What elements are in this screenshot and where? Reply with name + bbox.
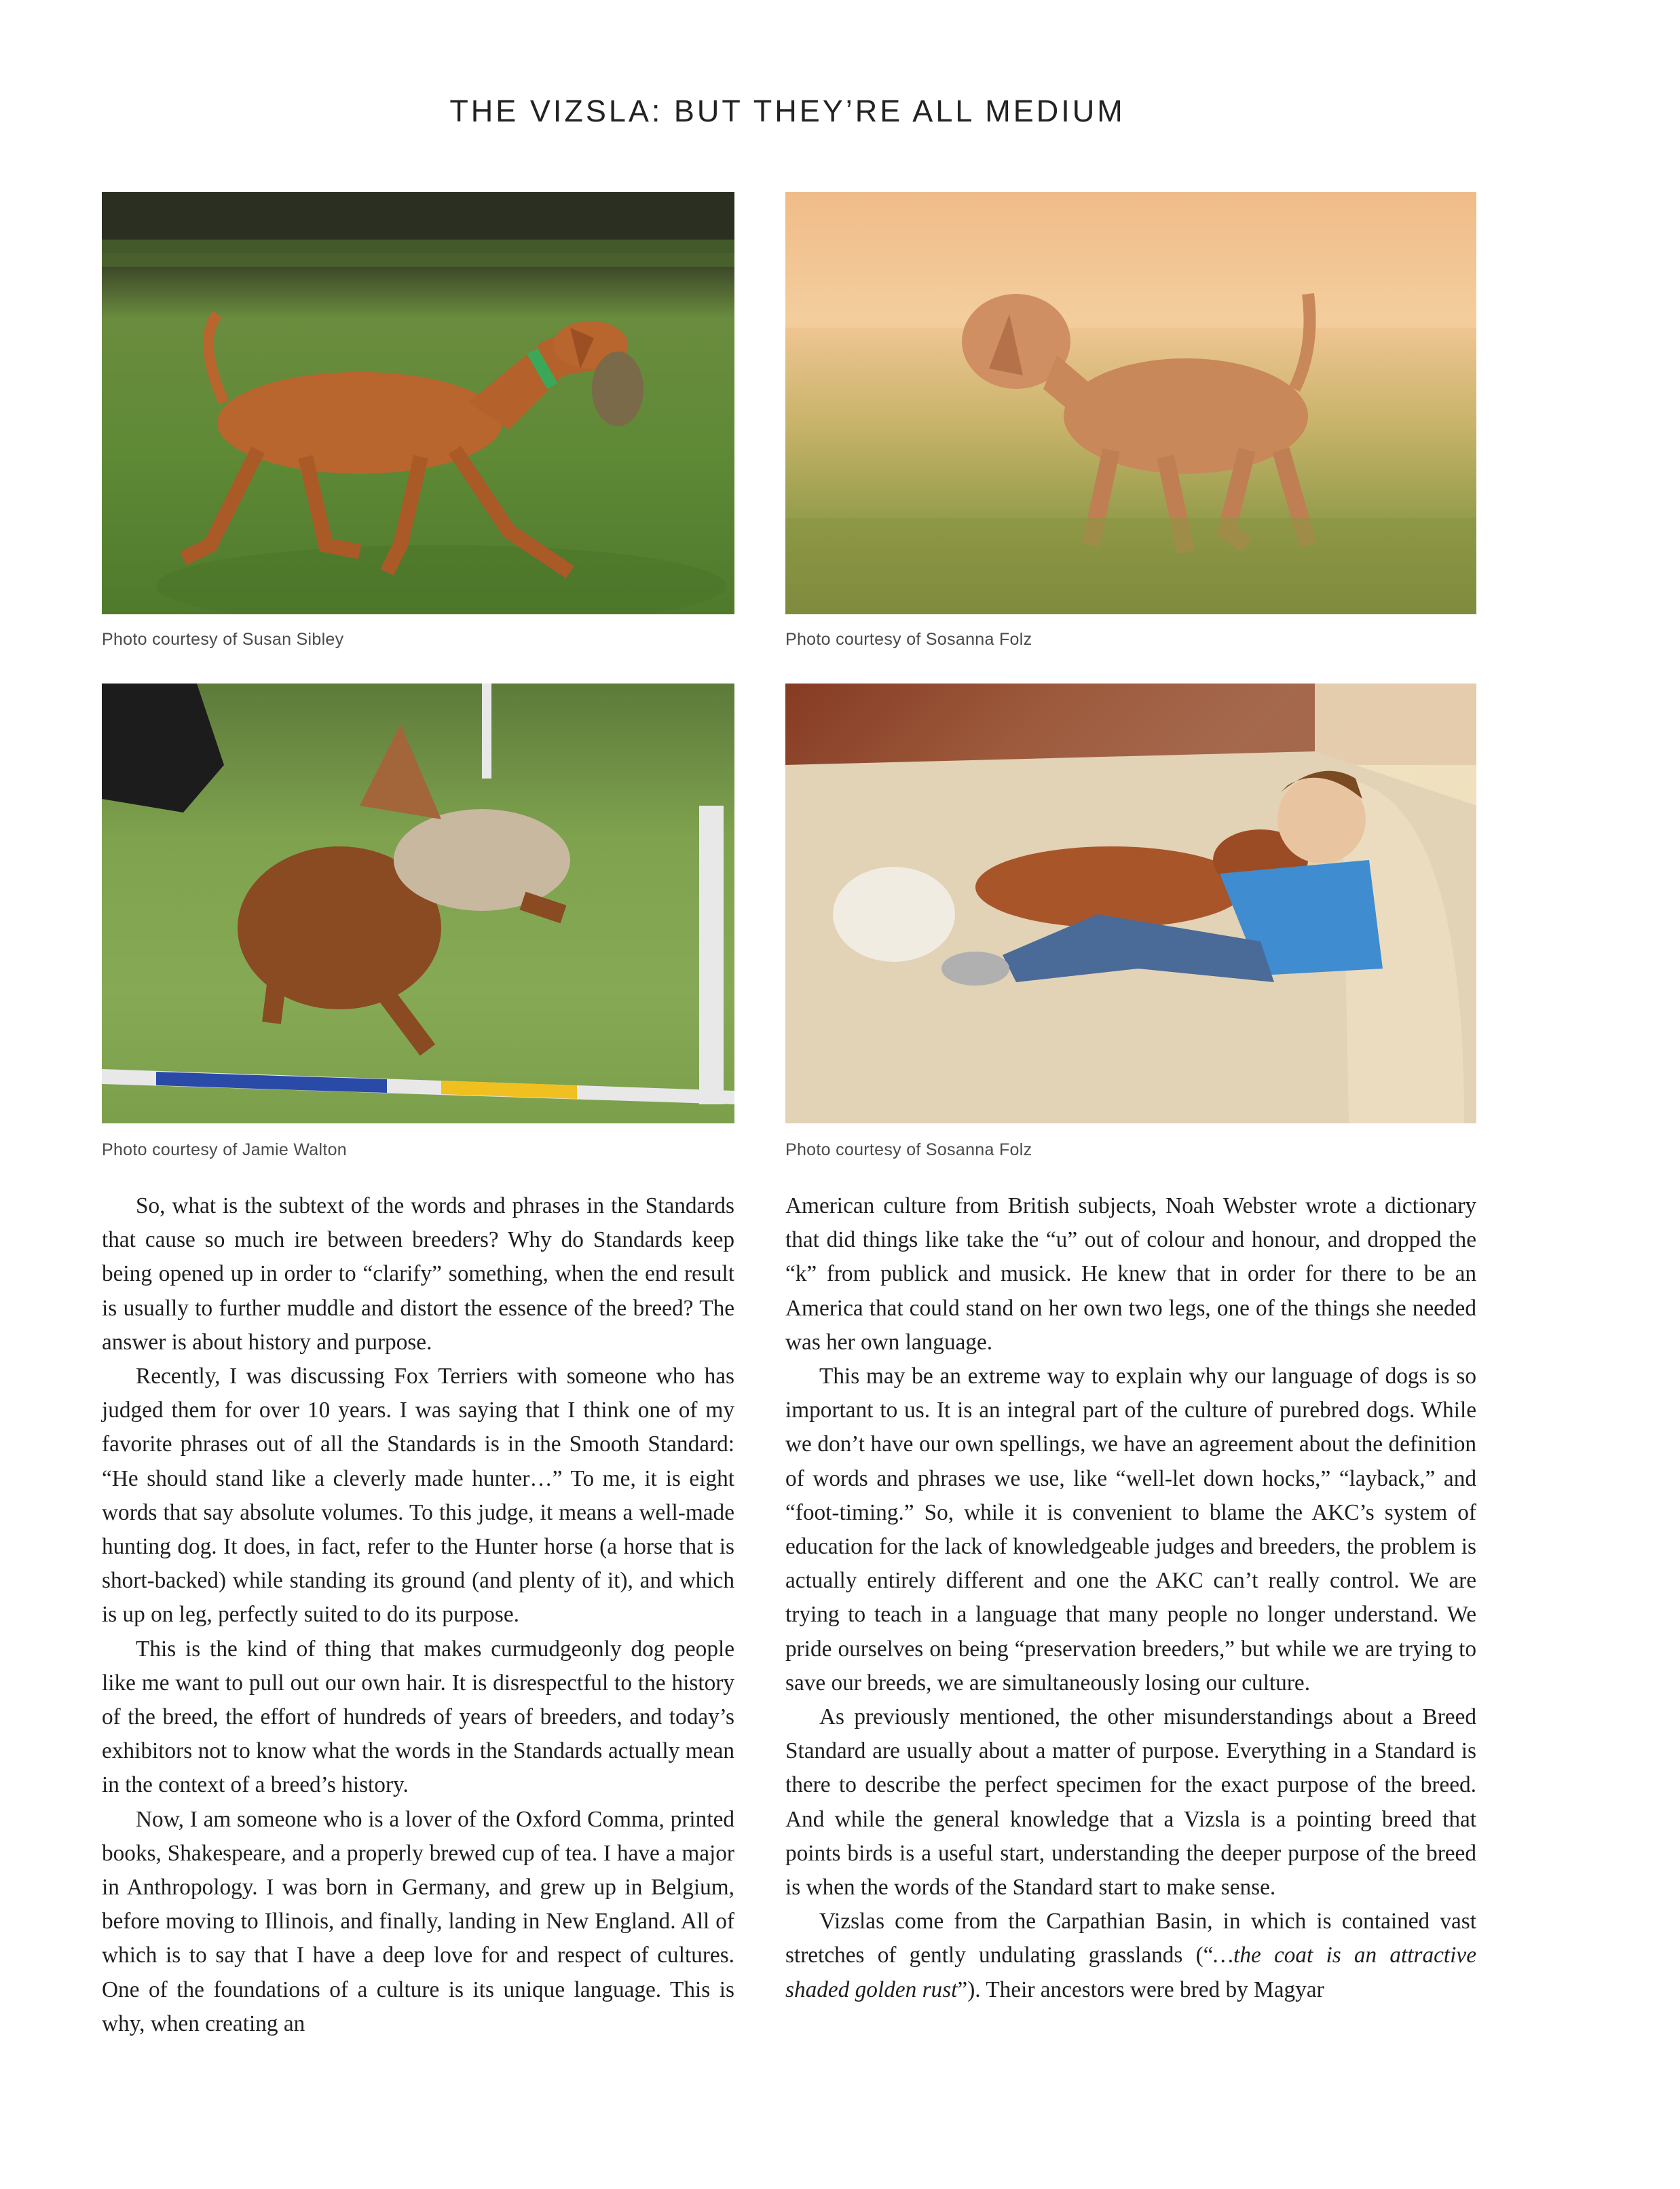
article-paragraph: Now, I am someone who is a lover of the Oxford Comma, printed books, Shakespeare, and a properly brewed cup of tea. I have a major in Anthropology. I was born in Germany, and grew up in Belgium, before moving to Illinois, and finally, landing in New England. All of which is to say that I have a deep love for and respect of cultures. One of the foundations of a culture is its unique language. This is why, when creating an: [102, 1806, 734, 2036]
article-column-right: [785, 1189, 1476, 2007]
page-title: THE VIZSLA: BUT THEY’RE ALL MEDIUM: [449, 94, 1125, 128]
photo-caption: Photo courtesy of Jamie Walton: [102, 1140, 348, 1159]
agility-jump-illustration: [102, 684, 734, 1123]
quoted-standard-text: …the coat is an attractive shaded golden rust: [785, 1943, 1476, 2002]
photo-puppy-in-field: [785, 192, 1476, 614]
article-paragraph: So, what is the subtext of the words and phrases in the Standards that cause so much ire between breeders? Why do Standards keep being opened up in order to “clarify” something, when the end result is usually to further muddle and distort the essence of the breed? The answer is about history and purpose.: [102, 1193, 734, 1355]
paragraph-text: ”). Their ancestors were bred by Magyar: [957, 1977, 1324, 2002]
photo-child-on-sofa-with-dog: [785, 684, 1476, 1123]
article-paragraph: Recently, I was discussing Fox Terriers with someone who has judged them for over 10 years. I was saying that I think one of my favorite phrases out of all the Standards is in the Smooth Standard: “He should stand like a cleverly made hunter…” To me, it is eight words that say absolute volumes. To this judge, it means a well-made hunting dog. It does, in fact, refer to the Hunter horse (a horse that is short-backed) while standing its ground (and plenty of it), and which is up on leg, perfectly suited to do its purpose.: [102, 1364, 734, 1628]
photo-caption: Photo courtesy of Susan Sibley: [102, 630, 344, 649]
sofa-scene-illustration: [785, 684, 1476, 1123]
photo-caption: Photo courtesy of Sosanna Folz: [785, 1140, 1032, 1159]
photo-dog-jumping-agility: [102, 684, 734, 1123]
article-column-left: [102, 1189, 734, 2041]
article-paragraph: This is the kind of thing that makes curmudgeonly dog people like me want to pull out our own hair. It is disrespectful to the history of the breed, the effort of hundreds of years of breeders, and today’s exhibitors not to know what the words in the Standards actually mean in the context of a breed’s history.: [102, 1636, 734, 1798]
puppy-illustration: [785, 192, 1476, 614]
article-paragraph-last: [785, 1905, 1476, 2007]
article-paragraph: This may be an extreme way to explain why our language of dogs is so important to us. It is an integral part of the culture of purebred dogs. While we don’t have our own spellings, we have an agreement about the definition of words and phrases we use, like “well-let down hocks,” “layback,” and “foot-timing.” So, while it is convenient to blame the AKC’s system of education for the lack of knowledgeable judges and breeders, the problem is actually entirely different and one the AKC can’t really control. We are trying to teach in a language that many people no longer understand. We pride ourselves on being “preservation breeders,” but while we are trying to save our breeds, we are simultaneously losing our culture.: [785, 1364, 1476, 1696]
dog-trotting-illustration: [102, 192, 734, 614]
article-paragraph: As previously mentioned, the other misunderstandings about a Breed Standard are usually about a matter of purpose. Everything in a Standard is there to describe the perfect specimen for the exact purpose of the breed. And while the general knowledge that a Vizsla is a pointing breed that points birds is a useful start, understanding the deeper purpose of the breed is when the words of the Standard start to make sense.: [785, 1704, 1476, 1901]
paragraph-text: Vizslas come from the Carpathian Basin, in which is contained vast stretches of gently undulating grasslands (“: [785, 1909, 1476, 1968]
photo-caption: Photo courtesy of Sosanna Folz: [785, 630, 1032, 649]
photo-dog-trotting-with-bird: [102, 192, 734, 614]
article-paragraph: American culture from British subjects, Noah Webster wrote a dictionary that did things like take the “u” out of colour and honour, and dropped the “k” from publick and musick. He knew that in order for there to be an America that could stand on her own two legs, one of the things she needed was her own language.: [785, 1193, 1476, 1355]
